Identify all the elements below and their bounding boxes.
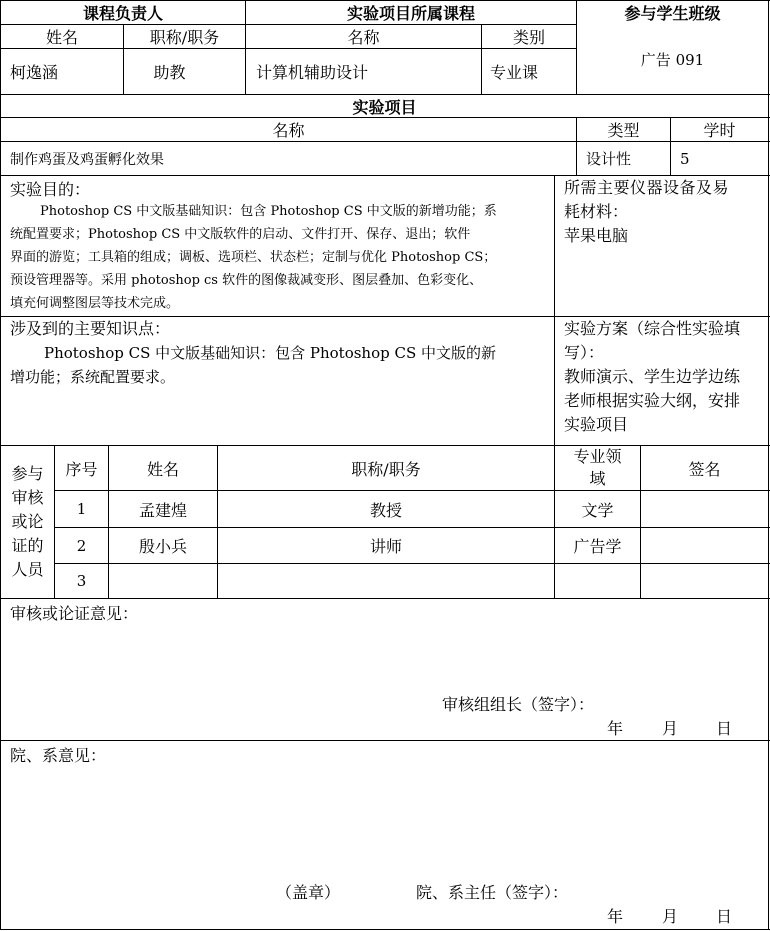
review-month-label: 月	[662, 719, 679, 738]
plan-text: 教师演示、学生边学边练	[564, 367, 741, 386]
student-class-header: 参与学生班级	[624, 4, 721, 23]
col-field-label: 域	[589, 469, 606, 488]
course-name-value: 计算机辅助设计	[256, 63, 369, 82]
course-lead-header: 课程负责人	[82, 4, 163, 23]
director-sign-label: 院、系主任（签字）：	[416, 883, 569, 902]
course-name-label: 名称	[347, 28, 380, 47]
knowledge-label: 涉及到的主要知识点：	[10, 319, 171, 338]
table-row-field: 文学	[581, 500, 614, 520]
dept-month-label: 月	[662, 907, 679, 926]
purpose-label: 实验目的：	[10, 180, 91, 199]
review-opinion-label: 审核或论证意见：	[10, 604, 139, 623]
col-field-header	[555, 446, 640, 490]
purpose-text	[10, 200, 555, 316]
table-row-sign[interactable]	[641, 528, 768, 563]
equipment-value: 苹果电脑	[564, 226, 629, 245]
group-label-line: 参与	[11, 464, 44, 483]
review-year-label: 年	[607, 719, 624, 738]
purpose-line: 预设管理器等。采用 photoshop cs 软件的图像裁减变形、图层叠加、色彩变化、	[10, 273, 483, 288]
table-row-sign[interactable]	[641, 564, 768, 598]
purpose-line: Photoshop CS 中文版基础知识：包含 Photoshop CS 中文版的新增功能；系	[40, 204, 497, 219]
course-category-label: 类别	[512, 28, 545, 47]
table-row-title[interactable]	[218, 564, 554, 598]
dept-year-label: 年	[607, 907, 624, 926]
knowledge-cell	[10, 317, 554, 445]
equipment-label-cont: 耗材料：	[564, 202, 629, 221]
table-row-name[interactable]	[109, 564, 217, 598]
class-name-value: 广告 091	[640, 51, 705, 69]
project-hours-value: 5	[680, 149, 690, 168]
course-category-value: 专业课	[490, 63, 539, 82]
review-day-label: 日	[716, 719, 733, 738]
purpose-line: 界面的游览；工具箱的组成；调板、选项栏、状态栏；定制与优化 Photoshop CS；	[10, 250, 497, 265]
equipment-label: 所需主要仪器设备及易	[564, 178, 730, 197]
project-type-label: 类型	[607, 121, 640, 140]
col-field-label: 专业领	[573, 447, 622, 466]
table-row-no: 2	[76, 536, 87, 555]
project-name-label: 名称	[272, 121, 305, 140]
course-of-project-header: 实验项目所属课程	[346, 4, 475, 23]
knowledge-line: 增功能；系统配置要求。	[10, 368, 176, 386]
table-row-sign[interactable]	[641, 491, 768, 527]
col-title-header: 职称/职务	[351, 459, 421, 479]
table-row-no: 3	[76, 572, 87, 590]
project-hours-label: 学时	[703, 121, 736, 140]
equipment-cell	[564, 176, 768, 316]
table-row-field: 广告学	[573, 537, 622, 556]
table-row-title: 教授	[369, 500, 402, 520]
project-type-value: 设计性	[586, 150, 632, 168]
lead-name-label: 姓名	[45, 28, 78, 47]
purpose-line: 填充何调整图层等技术完成。	[10, 296, 180, 311]
col-no-header: 序号	[65, 459, 98, 479]
plan-text: 老师根据实验大纲，安排	[564, 391, 741, 410]
group-label-line: 证的	[11, 536, 44, 555]
plan-text: 实验项目	[564, 415, 629, 434]
table-row-field[interactable]	[555, 564, 640, 598]
table-row-no: 1	[76, 500, 87, 518]
col-sign-header: 签名	[688, 459, 721, 479]
col-name-header: 姓名	[146, 459, 179, 479]
group-label-line: 审核	[11, 488, 44, 507]
plan-label-cont: 写）：	[564, 343, 605, 362]
plan-label: 实验方案（综合性实验填	[564, 319, 741, 338]
table-row-title: 讲师	[369, 537, 402, 556]
table-row-name: 孟建煌	[138, 500, 187, 520]
reviewers-group-label	[1, 446, 54, 598]
review-leader-sign-label: 审核组组长（签字）：	[442, 695, 595, 714]
project-section-title: 实验项目	[352, 97, 417, 117]
project-name-value: 制作鸡蛋及鸡蛋孵化效果	[10, 151, 164, 168]
dept-opinion-label: 院、系意见：	[10, 746, 107, 765]
knowledge-line: Photoshop CS 中文版基础知识：包含 Photoshop CS 中文版的新	[44, 344, 497, 362]
dept-day-label: 日	[716, 907, 733, 926]
lead-title-value: 助教	[153, 63, 186, 82]
lead-title-label: 职称/职务	[149, 28, 220, 47]
group-label-line: 或论	[11, 512, 44, 531]
purpose-line: 统配置要求；Photoshop CS 中文版软件的启动、文件打开、保存、退出；软件	[10, 227, 471, 242]
table-row-name: 殷小兵	[138, 537, 187, 556]
group-label-line: 人员	[11, 560, 44, 579]
lead-name-value: 柯逸涵	[10, 63, 59, 82]
plan-cell	[564, 317, 768, 445]
seal-label: （盖章）	[276, 883, 341, 902]
